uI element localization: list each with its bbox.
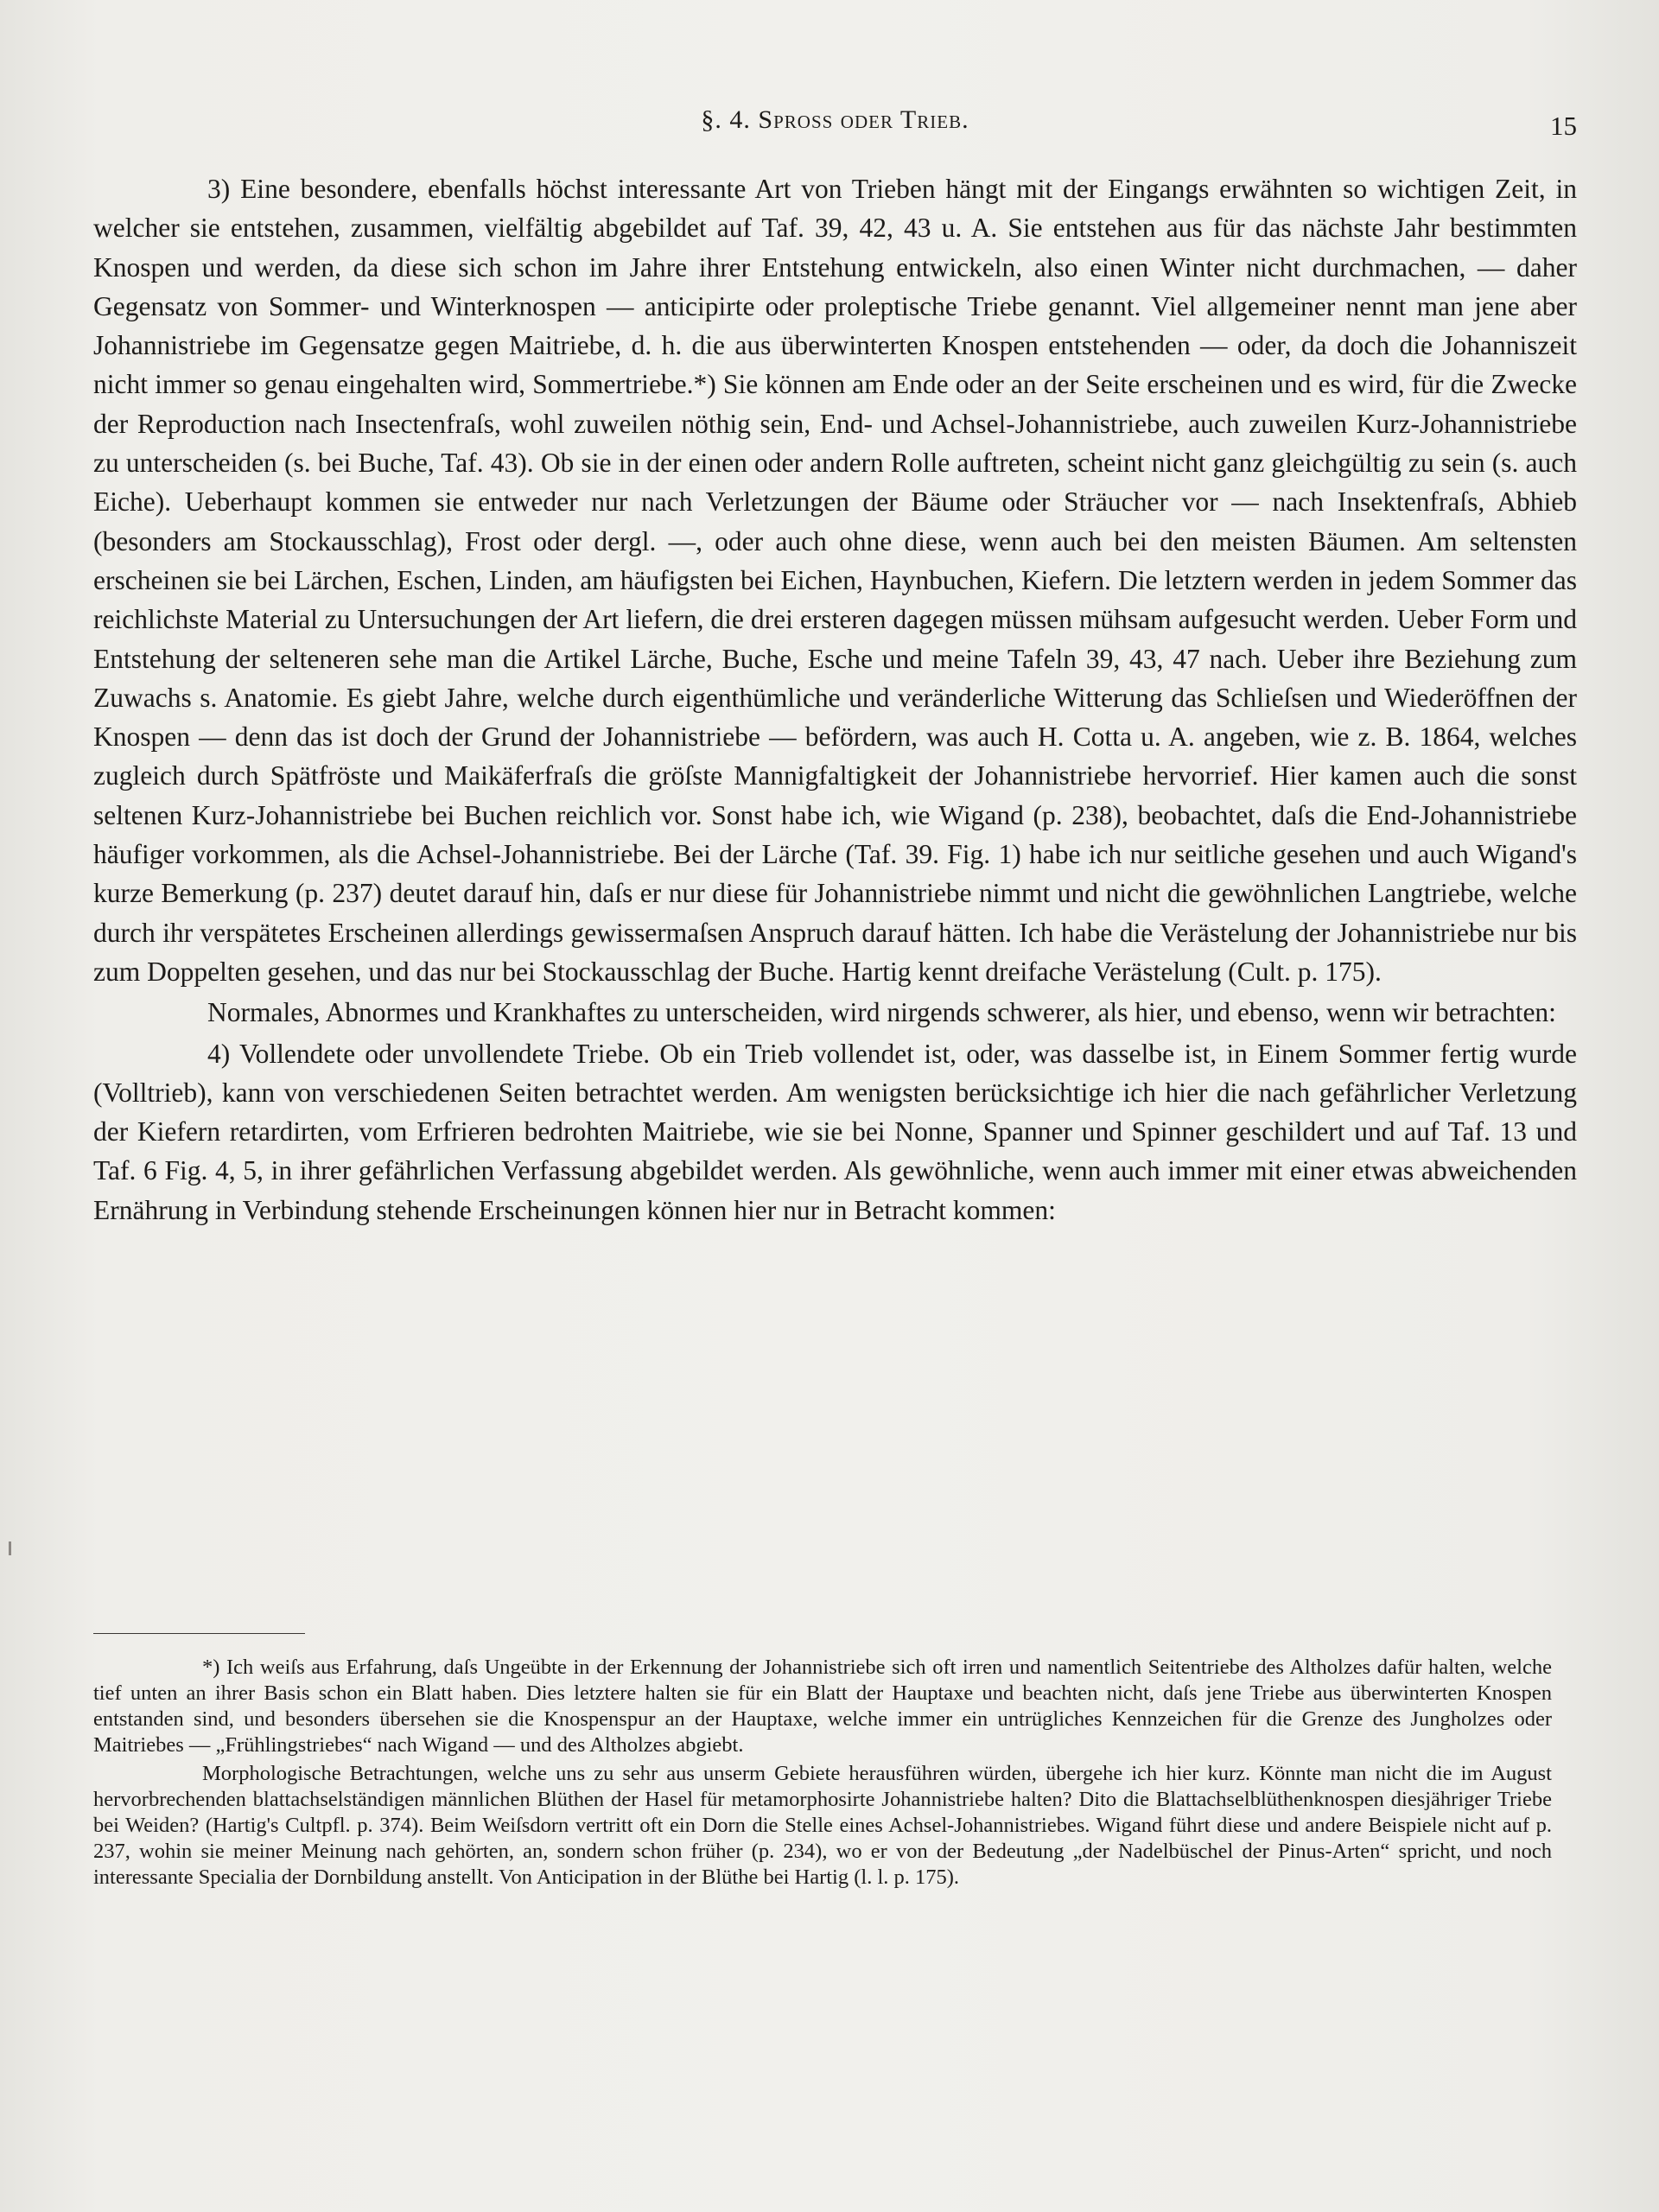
paragraph-johannistriebe: 3) Eine besondere, ebenfalls höchst interessante Art von Trieben hängt mit der Eingangs erwähnten so wichtigen Zeit, in welcher sie entstehen, zusammen, vielfältig abgebildet auf Taf. 39, 42, 43 u. A. Sie entstehen aus für das nächste Jahr bestimmten Knospen und werden, da diese sich schon im Jahre ihrer Entstehung entwickeln, also einen Winter nicht durchmachen, — daher Gegensatz von Sommer- und Winterknospen — anticipirte oder proleptische Triebe genannt. Viel allgemeiner nennt man jene aber Johannistriebe im Gegensatze gegen Maitriebe, d. h. die aus überwinterten Knospen entstehenden — oder, da doch die Johanniszeit nicht immer so genau eingehalten wird, Sommertriebe.*) Sie können am Ende oder an der Seite erscheinen und es wird, für die Zwecke der Reproduction nach Insectenfraſs, wohl zuweilen nöthig sein, End- und Achsel-Johannistriebe, auch zuweilen Kurz-Johannistriebe zu unterscheiden (s. bei Buche, Taf. 43). Ob sie in der einen oder andern Rolle auftreten, scheint nicht ganz gleichgültig zu sein (s. auch Eiche). Ueberhaupt kommen sie entweder nur nach Verletzungen der Bäume oder Sträucher vor — nach Insektenfraſs, Abhieb (besonders am Stockausschlag), Frost oder dergl. —, oder auch ohne diese, wenn auch bei den meisten Bäumen. Am seltensten erscheinen sie bei Lärchen, Eschen, Linden, am häufigsten bei Eichen, Haynbuchen, Kiefern. Die letztern werden in jedem Sommer das reichlichste Material zu Untersuchungen der Art liefern, die drei ersteren dagegen müssen mühsam aufgesucht werden. Ueber Form und Entstehung der selteneren sehe man die Artikel Lärche, Buche, Esche und meine Tafeln 39, 43, 47 nach. Ueber ihre Beziehung zum Zuwachs s. Anatomie. Es giebt Jahre, welche durch eigenthümliche und veränderliche Witterung das Schlieſsen und Wiederöffnen der Knospen — denn das ist doch der Grund der Johannistriebe — befördern, was auch H. Cotta u. A. angeben, wie z. B. 1864, welches zugleich durch Spätfröste und Maikäferfraſs die gröſste Mannigfaltigkeit der Johannistriebe hervorrief. Hier kamen auch die sonst seltenen Kurz-Johannistriebe bei Buchen reichlich vor. Sonst habe ich, wie Wigand (p. 238), beobachtet, daſs die End-Johannistriebe häufiger vorkommen, als die Achsel-Johannistriebe. Bei der Lärche (Taf. 39. Fig. 1) habe ich nur seitliche gesehen und auch Wigand's kurze Bemerkung (p. 237) deutet darauf hin, daſs er nur diese für Johannistriebe nimmt und nicht die gewöhnlichen Langtriebe, welche durch ihr verspätetes Erscheinen allerdings gewissermaſsen Anspruch darauf hätten. Ich habe die Verästelung der Johannistriebe nur bis zum Doppelten gesehen, und das nur bei Stockausschlag der Buche. Hartig kennt dreifache Verästelung (Cult. p. 175).: [93, 174, 1577, 987]
section-title: §. 4. Spross oder Trieb.: [701, 105, 969, 134]
footnote-rule: [93, 1633, 305, 1634]
footnote: Morphologische Betrachtungen, welche uns zu sehr aus unserm Gebiete herausführen würden, übergehe ich hier kurz. Könnte man nicht die im August hervorbrechenden blattachselständigen männlichen Blüthen der Hasel für metamorphosirte Johannistriebe halten? Dito die Blattachselblüthenknospen diesjähriger Triebe bei Weiden? (Hartig's Cultpfl. p. 374). Beim Weiſsdorn vertritt oft ein Dorn die Stelle eines Achsel-Johannistriebes. Wigand führt diese und andere Beispiele nicht auf p. 237, wohin sie meiner Meinung nach gehörten, an, sondern schon früher (p. 234), wo er von der Bedeutung „der Nadelbüschel der Pinus-Arten“ spricht, und noch interessante Specialia der Dornbildung anstellt. Von Anticipation in der Blüthe bei Hartig (l. l. p. 175).: [93, 1762, 1552, 1889]
page-number: 15: [1550, 111, 1577, 141]
footnotes: [93, 1655, 1552, 1891]
footnote: *) Ich weiſs aus Erfahrung, daſs Ungeübte in der Erkennung der Johannistriebe sich oft irren und namentlich Seitentriebe des Altholzes dafür halten, welche tief unten an ihrer Basis schon ein Blatt haben. Dies letztere halten sie für ein Blatt der Hauptaxe und beachten nicht, daſs jene Triebe aus überwinterten Knospen entstanden sind, und besonders übersehen sie die Knospenspur an der Hauptaxe, welche immer ein untrügliches Kennzeichen für die Grenze des Jungholzes oder Maitriebes — „Frühlingstriebes“ nach Wigand — und des Altholzes abgiebt.: [93, 1656, 1552, 1757]
paragraph-normales: Normales, Abnormes und Krankhaftes zu unterscheiden, wird nirgends schwerer, als hier, und ebenso, wenn wir betrachten:: [207, 997, 1556, 1028]
main-text: [93, 169, 1577, 1230]
running-header: [93, 105, 1577, 149]
paragraph-vollendete-triebe: 4) Vollendete oder unvollendete Triebe. Ob ein Trieb vollendet ist, oder, was dasselbe ist, in Einem Sommer fertig wurde (Volltrieb), kann von verschiedenen Seiten betrachtet werden. Am wenigsten berücksichtige ich hier die nach gefährlicher Verletzung der Kiefern retardirten, vom Erfrieren bedrohten Maitriebe, wie sie bei Nonne, Spanner und Spinner geschildert und auf Taf. 13 und Taf. 6 Fig. 4, 5, in ihrer gefährlichen Verfassung abgebildet werden. Als gewöhnliche, wenn auch immer mit einer etwas abweichenden Ernährung in Verbindung stehende Erscheinungen können hier nur in Betracht kommen:: [93, 1038, 1577, 1225]
margin-mark: [9, 1541, 11, 1555]
